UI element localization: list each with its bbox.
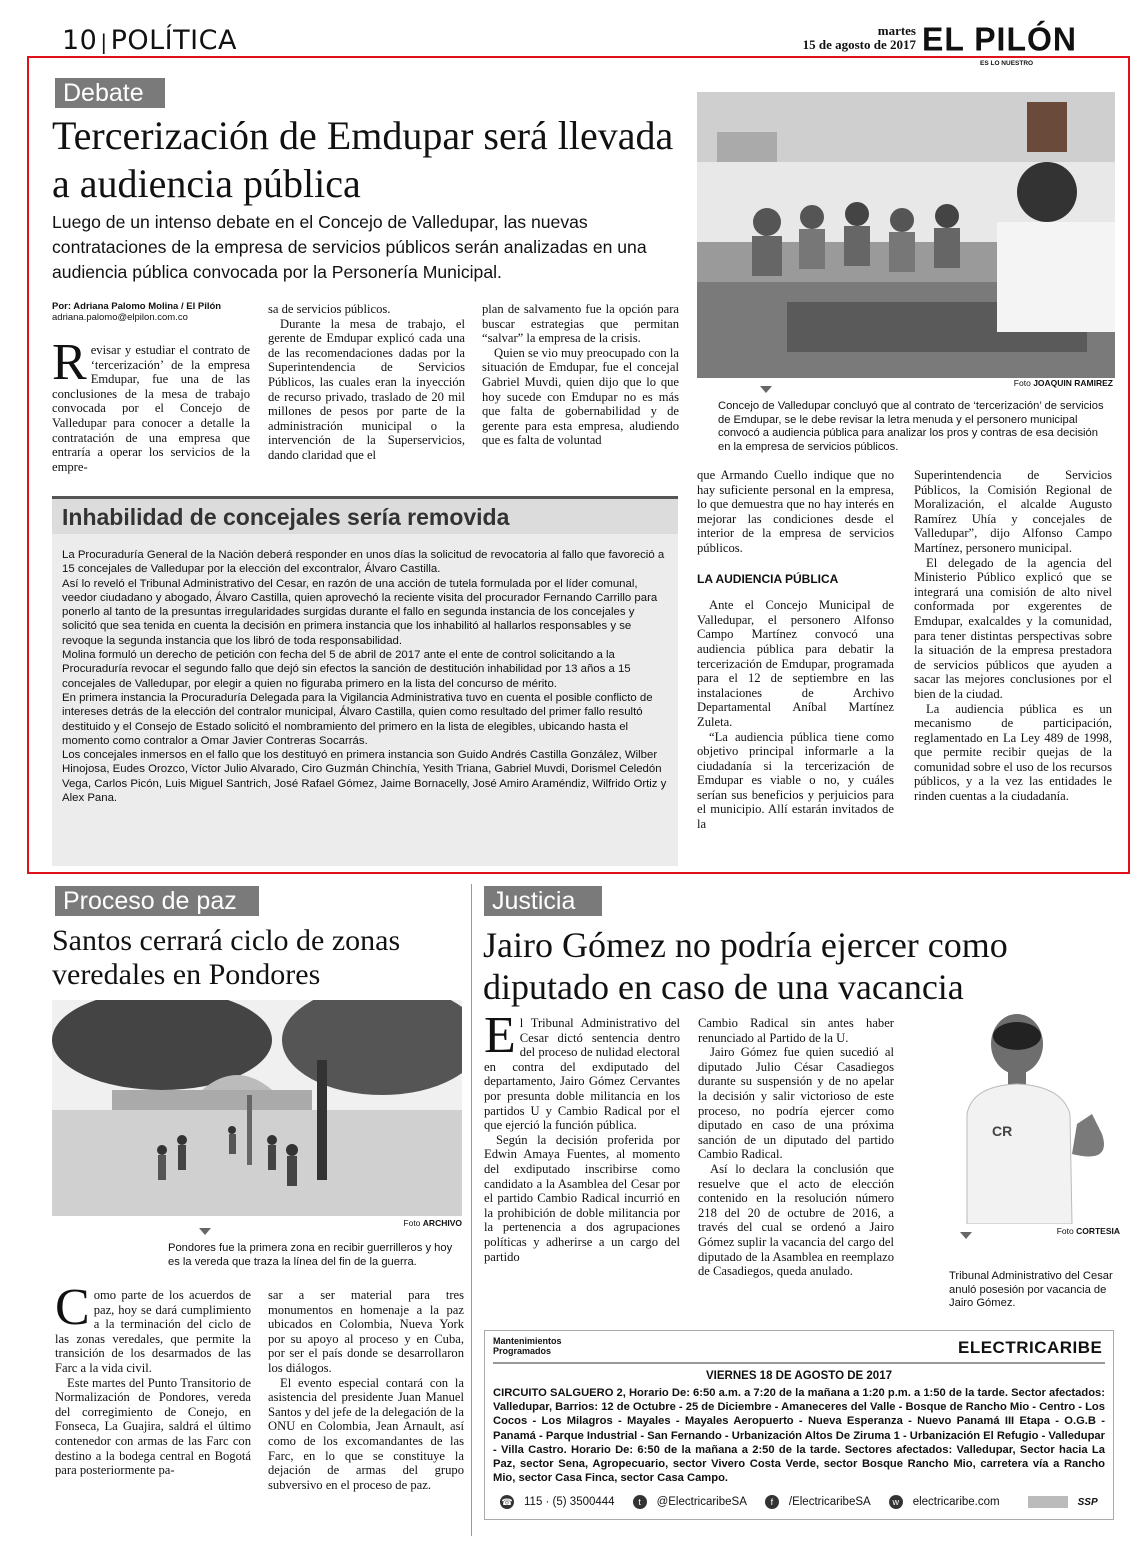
peace-col2-first: sar a ser material para tres monumentos en homenaje a la paz ubicados en Colombia, Nueva York por su apoyo al proceso y en Cuba, por ser el país donde se desarrollaron los diálogos. <box>268 1288 464 1375</box>
justice-col2-p2: Jairo Gómez fue quien sucedió al diputado Julio César Casadiegos durante su suspensión y de no apelar la decisión y salir victorioso de este proceso, no podría ejercer como diputado en caso de una próxima sanción de un diputado del partido Cambio Radical. <box>698 1045 894 1162</box>
page-folio: 10 | POLÍTICA <box>62 25 237 56</box>
justice-col2-p3: Así lo declara la conclusión que resuelve que el acto de elección contenido en la resolución número 218 del 20 de octubre de 2016, a través del cual se ordenó a Jairo Gómez suplir la vacancia del cargo del diputado de la Asamblea en reemplazo de Casadiegos, queda anulado. <box>698 1161 894 1279</box>
peace-photo-credit-name: ARCHIVO <box>422 1218 462 1228</box>
main-headline: Tercerización de Emdupar será llevada a audiencia pública <box>52 113 674 206</box>
justice-headline: Jairo Gómez no podría ejercer como diputado en caso de una vacancia <box>483 925 1008 1007</box>
header-full-date: 15 de agosto de 2017 <box>802 37 916 52</box>
ad-facebook: /ElectricaribeSA <box>788 1496 871 1508</box>
page-number: 10 <box>62 25 98 56</box>
main-col3-p2: Quien se vio muy preocupado con la situación de Emdupar, fue el concejal Gabriel Muvdi, quien dijo que lo que hoy sucede con Emdupar no es más que falta de gobernabilidad y de gerente para esta empresa, aludiendo que es falta de voluntad <box>482 345 679 448</box>
peace-col-1 <box>55 1279 251 1478</box>
sidebar-body <box>62 548 668 805</box>
justice-kicker: Justicia <box>484 886 602 916</box>
main-photo-credit <box>900 378 1113 388</box>
main-col4-p2: Ante el Concejo Municipal de Valledupar, el personero Alfonso Campo Martínez convocó una audiencia pública para debatir la tercerización de Emdupar, programada para el 12 de septiembre en las instalaciones de Archivo Departamental Aníbal Martínez Zuleta. <box>697 598 894 729</box>
sidebar-p4: En primera instancia la Procuraduría Delegada para la Vigilancia Administrativa tuvo en cuenta el posible conflicto de intereses detrás de la elección del contralor municipal, Álvaro Castilla, quien como resultado del primer fallo resultó destituido y el Consejo de Estado solicitó el nombramiento del primero en la lista de elegibles, ubicando hasta el momento como contralor a Omar Javier Contreras Socarrás. <box>62 691 653 747</box>
main-deck: Luego de un intenso debate en el Concejo de Valledupar, las nuevas contrataciones de la empresa de servicios públicos serán analizadas en una audiencia pública convocada por la Personería Municipal. <box>52 212 647 282</box>
sidebar-p1: La Procuraduría General de la Nación deberá responder en unos días la solicitud de revocatoria al fallo que favoreció a 15 concejales de Valledupar por la elección del excontralor, Álvaro Castilla. <box>62 549 665 576</box>
main-col4-p3: “La audiencia pública tiene como objetivo principal informarle a la ciudadanía si la tercerización de Emdupar es viable o no, y cuáles serían sus beneficios y perjuicios para el municipio. Allí estarán invitados de la <box>697 729 894 832</box>
web-icon: w <box>889 1495 903 1509</box>
peace-caption-arrow-icon <box>199 1228 211 1235</box>
main-col2-first: sa de servicios públicos. <box>268 302 391 316</box>
justice-col2-first: Cambio Radical sin antes haber renunciado al Partido de la U. <box>698 1016 894 1045</box>
justice-dropcap: E <box>484 1007 516 1064</box>
justice-photo-caption: Tribunal Administrativo del Cesar anuló posesión por vacancia de Jairo Gómez. <box>949 1270 1113 1309</box>
main-kicker: Debate <box>55 78 165 108</box>
ad-ssp: SSP <box>1077 1496 1098 1508</box>
header-date <box>803 24 916 52</box>
ad-brand: ELECTRICARIBE <box>958 1338 1103 1357</box>
facebook-icon: f <box>765 1495 779 1509</box>
justice-col1-p2: Según la decisión proferida por Edwin Amaya Fuentes, al momento del exdiputado inscribirse como candidato a la Asamblea del Cesar por el partido Cambio Radical incurrió en la prohibición de doble militancia por la pertenencia a dos agrupaciones políticas y adherirse a un cargo del partido <box>484 1132 680 1264</box>
main-byline-block <box>52 301 262 323</box>
main-col4-first: que Armando Cuello indique que no hay suficiente personal en la empresa, lo que demuestra que no hay interés en mejorar las condiciones desde el interior de la empresa de servicios públicos. <box>697 468 894 555</box>
superservicios-logo <box>1028 1496 1068 1508</box>
justice-photo <box>912 1014 1122 1224</box>
brand-logo: EL PILÓN <box>922 20 1077 58</box>
sidebar-title: Inhabilidad de concejales sería removida <box>52 496 678 534</box>
ad-label <box>493 1336 562 1356</box>
main-email: adriana.palomo@elpilon.com.co <box>52 312 188 323</box>
peace-headline: Santos cerrará ciclo de zonas veredales en Pondores <box>52 924 401 991</box>
ad-contact-bar <box>500 1492 1100 1512</box>
ad-label-line2: Programados <box>493 1346 552 1356</box>
justice-photo-credit-name: CORTESIA <box>1076 1226 1120 1236</box>
main-col2-p2: Durante la mesa de trabajo, el gerente de Emdupar explicó cada una de las recomendaciones dadas por la Superintendencia de Servicios Públicos, las cuales eran la inyección de recurso privado, traslado de 20 mil millones de pesos por parte de la administración municipal o la intervención de la Superservicios, dando claridad que el <box>268 316 465 462</box>
peace-col1-text: omo parte de los acuerdos de paz, hoy se dará cumplimiento a la terminación del ciclo de las zonas veredales, que permite la transición de los desarmados de las Farc a la vida civil. <box>55 1288 251 1375</box>
peace-photo <box>52 1000 462 1216</box>
main-subhead: LA AUDIENCIA PÚBLICA <box>697 571 839 586</box>
main-col5-first: Superintendencia de Servicios Públicos, la Comisión Regional de Moralización, el alcalde Augusto Ramírez Uhía y concejales de Valledupar”, dijo Alfonso Campo Martínez, personero municipal. <box>914 468 1112 555</box>
justice-photo-credit <box>990 1226 1120 1236</box>
justice-col1-text: l Tribunal Administrativo del Cesar dictó sentencia dentro del proceso de nulidad electoral en contra del exdiputado del departamento, Jairo Gómez Cervantes por presunta doble militancia en los partidos U y Cambio Radical por el que ejerció la función pública. <box>484 1016 680 1133</box>
peace-col2-p2: El evento especial contará con la asistencia del presidente Juan Manuel Santos y del jefe de la delegación de la ONU en Colombia, Jean Arnault, así como de los excomandantes de las Farc, en lo que se constituye la dejación de armas del grupo subversivo en el proceso de paz. <box>268 1375 464 1492</box>
sidebar-p2: Así lo reveló el Tribunal Administrativo del Cesar, en razón de una acción de tutela formulada por el líder comunal, veedor ciudadano y abogado, Álvaro Castilla, quien aprovechó la reciente visita del procurador Fernando Carrillo para ponerlo al tanto de la presuntas irregularidades surgidas durante el fallo en segunda instancia de los concejales y solicitó que sea tenida en cuenta la decisión en primera instancia que los inhabilitó al hallarlos responsables y se revoque la segunda instancia que los libró de toda responsabilidad. <box>62 577 658 647</box>
main-col-4 <box>697 468 894 832</box>
twitter-icon: t <box>633 1495 647 1509</box>
main-photo-credit-prefix: Foto <box>1013 378 1031 388</box>
sidebar-p3: Molina formuló un derecho de petición con fecha del 5 de abril de 2017 ante el ente de control solicitando a la Procuraduría revocar el segundo fallo que dejó sin efectos la sanción de destitución inhabilidad por 13 años a 15 concejales de Valledupar, por elegir a quien no figuraba primero en la lista del concurso de mérito. <box>62 649 631 690</box>
caption-arrow-icon <box>760 386 772 393</box>
justice-caption-arrow-icon <box>960 1232 972 1239</box>
header-day: martes <box>877 23 916 38</box>
peace-photo-credit-prefix: Foto <box>403 1218 421 1228</box>
main-col-3 <box>482 302 679 448</box>
ad-date: VIERNES 18 DE AGOSTO DE 2017 <box>706 1370 892 1382</box>
sidebar-p5: Los concejales inmersos en el fallo que los destituyó en primera instancia son Guido Andrés Castilla González, Wilber Hinojosa, Eudes Orozco, Víctor Julio Alvarado, Ciro Guzmán Chinchía, Yesith Triana, Gabriel Muvdi, Dorismel Celedón Vega, Carlos Picón, Luis Miguel Santrich, José Rafael Gómez, Jaime Bornacelly, José Amiro Araméndiz, Wilfrido Ortiz y Alex Pana. <box>62 749 667 805</box>
section-name: POLÍTICA <box>110 25 237 56</box>
main-col-5 <box>914 468 1112 804</box>
peace-col1-p2: Este martes del Punto Transitorio de Normalización de Pondores, vereda del corregimiento de Conejo, en Fonseca, La Guajira, saldrá el último contenedor con armas de las Farc con destino a la bodega central en Bogotá para posteriormente pa- <box>55 1375 251 1478</box>
ad-twitter: @ElectricaribeSA <box>656 1496 747 1508</box>
ad-web: electricaribe.com <box>912 1496 1000 1508</box>
justice-col-2 <box>698 1016 894 1279</box>
ad-phone: 115 · (5) 3500444 <box>524 1496 615 1508</box>
main-col5-p3: La audiencia pública es un mecanismo de participación, reglamentado en La Ley 489 de 1998, que permite recibir quejas de la comunidad sobre el uso de los recursos públicos, y a la vez las entidades le rinden cuentas a la ciudadanía. <box>914 701 1112 804</box>
ad-label-line1: Mantenimientos <box>493 1336 562 1346</box>
peace-photo-credit <box>300 1218 462 1228</box>
peace-kicker: Proceso de paz <box>55 886 259 916</box>
phone-icon: ☎ <box>501 1497 513 1507</box>
ad-divider <box>493 1362 1105 1364</box>
peace-photo-caption: Pondores fue la primera zona en recibir guerrilleros y hoy es la vereda que traza la línea del fin de la guerra. <box>168 1242 453 1268</box>
main-photo-caption: Concejo de Valledupar concluyó que al contrato de ‘tercerización’ de servicios de Emdupar, se le debe revisar la letra menuda y el personero municipal convocó a audiencia pública para analizar los pros y contras de esa decisión en la empresa de servicios públicos. <box>718 400 1104 453</box>
peace-dropcap: C <box>55 1279 90 1336</box>
peace-col-2 <box>268 1288 464 1492</box>
justice-col-1 <box>484 1007 680 1264</box>
main-photo-credit-name: JOAQUIN RAMIREZ <box>1033 378 1113 388</box>
main-col-2 <box>268 302 465 463</box>
main-col5-p2: El delegado de la agencia del Ministerio Público explicó que se integrará una comisión de alto nivel conformada por exgerentes de Emdupar, exalcaldes y la comunidad, para tener distintas perspectivas sobre la situación de la empresa prestadora de servicios públicos que ayuden a sacar las mejores conclusiones por el bien de la ciudad. <box>914 555 1112 701</box>
justice-photo-credit-prefix: Foto <box>1056 1226 1074 1236</box>
ad-text: CIRCUITO SALGUERO 2, Horario De: 6:50 a.m. a 7:20 de la mañana a 1:20 p.m. a 1:50 de la tarde. Sector afectados: Valledupar, Barrios: 12 de Octubre - 25 de Diciembre - Amaneceres del Valle - Bosque de Rancho Mio - Centro - Los Cocos - Los Milagros - Mayales - Mayales Aeropuerto - Nueva Esperanza - Nuevo Panamá III Etapa - O.G.B - Panamá - Parque Industrial - San Fernando - Urbanización Altos De Ziruma 1 - Urbanización El Refugio - Valledupar - Villa Castro. Horario De: 6:50 de la mañana a 2:50 de la tarde. Sectores afectados: Valledupar, Sector hacia La Paz, sector Sena, Agropecuario, sector Vivero Costa Verde, sector Bosque Rancho Mio, carretera vía a Rancho Mio, sector Casa Finca, sector Casa Campo. <box>493 1387 1105 1485</box>
main-photo <box>697 92 1115 378</box>
brand-slogan: ES LO NUESTRO <box>980 60 1034 67</box>
main-dropcap: R <box>52 334 87 391</box>
main-col1-text: evisar y estudiar el contrato de ‘tercerización’ de la empresa Emdupar, fue una de las conclusiones de la mesa de trabajo convocada por el Concejo de Valledupar para conocer a detalle la contratación de una empresa que entraría a operar los servicios de la empre- <box>52 343 250 474</box>
main-col3-first: plan de salvamento fue la opción para buscar estrategias que permitan “salvar” la empresa de la crisis. <box>482 302 679 346</box>
main-byline: Por: Adriana Palomo Molina / El Pilón <box>52 301 222 312</box>
main-col-1 <box>52 334 250 474</box>
svg-text:CR: CR <box>992 1123 1013 1139</box>
